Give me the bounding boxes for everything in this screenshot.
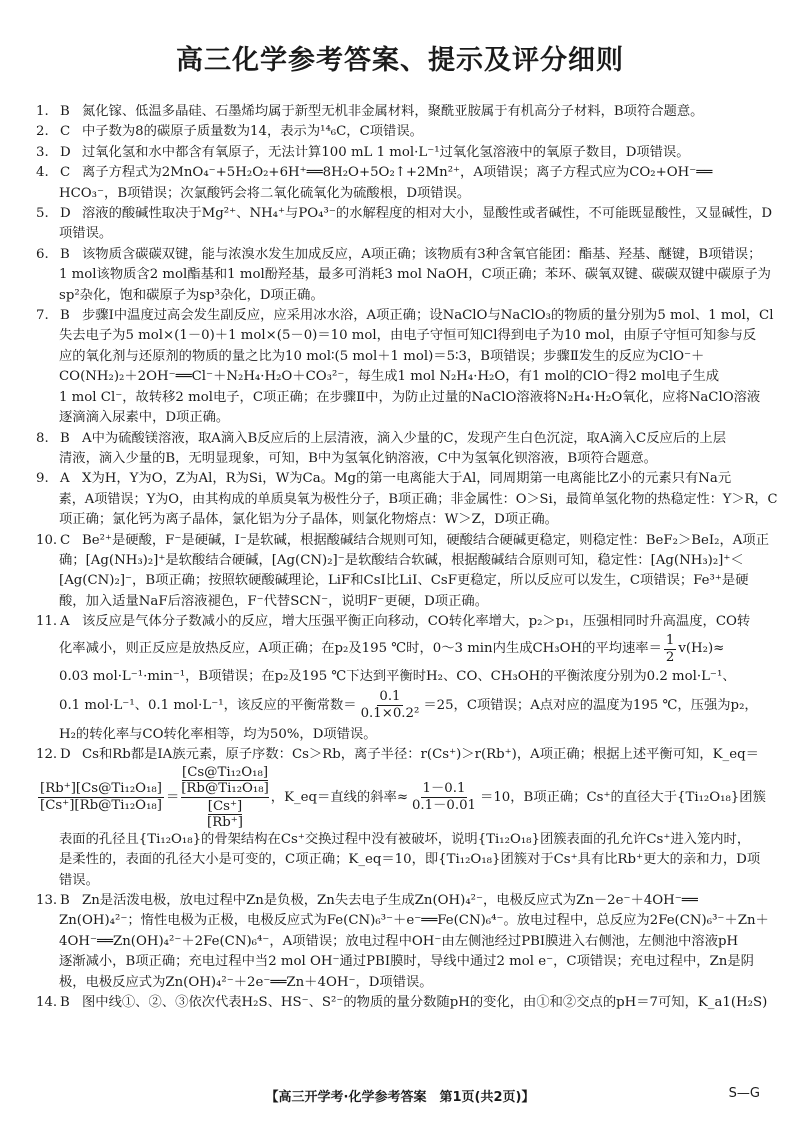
answer-item-12: [36, 745, 776, 891]
item-text: 项错误。: [59, 226, 113, 242]
item-answer: D: [60, 144, 71, 160]
item-text: 步骤Ⅰ中温度过高会发生副反应，应采用冰水浴，A项正确；设NaClO与NaClO₃的物质的量分别为5 mol、1 mol，Cl: [82, 308, 774, 324]
item-text: 氮化镓、低温多晶硅、石墨烯均属于新型无机非金属材料，聚酰亚胺属于有机高分子材料，B项符合题意。: [82, 104, 704, 119]
item-text: 逐滴滴入尿素中，D项正确。: [59, 410, 230, 426]
item-text: 该物质含碳碳双键，能与浓溴水发生加成反应，A项正确；该物质有3种含氧官能团：酯基、羟基、醚键，B项错误；: [82, 246, 762, 262]
fraction-numerator: [Cs⁺]: [207, 799, 243, 815]
equals-sign: ＝: [165, 789, 180, 805]
item-text: 图中线①、②、③依次代表H₂S、HS⁻、S²⁻的物质的量分数随pH的变化，由①和②交点的pH＝7可知，K_a1(H₂S): [82, 995, 768, 1011]
answer-item: [36, 143, 776, 163]
item-text: A中为硫酸镁溶液，取A滴入B反应后的上层清液，滴入少量的C，发现产生白色沉淀，取A滴入C反应后的上层: [82, 430, 726, 446]
fraction-denominator: 2: [665, 650, 675, 666]
item-text: 应的氧化剂与还原剂的物质的量之比为10 mol∶(5 mol＋1 mol)＝5∶3，B项错误；步骤Ⅱ发生的反应为ClO⁻＋: [59, 348, 705, 364]
item-text: 化率减小，则正反应是放热反应，A项正确；在p₂及195 ℃时，0～3 min内生成CH₃OH的平均速率＝: [59, 641, 662, 657]
fraction: [38, 781, 164, 814]
item-text: sp²杂化，饱和碳原子为sp³杂化，D项正确。: [59, 287, 324, 303]
item-text: Cs和Rb都是ⅠA族元素，原子序数：Cs＞Rb，离子半径：r(Cs⁺)＞r(Rb⁺)，A项正确；根据上述平衡可知，K_eq＝: [82, 747, 759, 763]
item-answer: D: [60, 206, 71, 222]
item-text: Zn(OH)₄²⁻；惰性电极为正极，电极反应式为Fe(CN)₆³⁻＋e⁻══Fe(CN)₆⁴⁻。放电过程中，总反应为2Fe(CN)₆³⁻＋Zn＋: [59, 913, 769, 929]
item-answer: D: [60, 747, 71, 763]
item-number: 9.: [36, 471, 49, 487]
item-text: 1 mol Cl⁻，故转移2 mol电子，C项正确；在步骤Ⅱ中，为防止过量的NaClO溶液将N₂H₄·H₂O氧化，应将NaClO溶液: [59, 389, 761, 405]
item-text: Be²⁺是硬酸，F⁻是硬碱，I⁻是软碱，根据酸碱结合规则可知，硬酸结合硬碱更稳定，则稳定性：BeF₂＞BeI₂，A项正: [82, 532, 769, 548]
item-text: 是柔性的，表面的孔径大小是可变的，C项正确；K_eq＝10，即{Ti₁₂O₁₈}团簇对于Cs⁺具有比Rb⁺更大的亲和力，D项: [59, 852, 761, 868]
answer-item: [36, 993, 776, 1013]
item-answer: B: [60, 246, 70, 262]
item-text: 极，电极反应式为Zn(OH)₄²⁻＋2e⁻══Zn＋4OH⁻，D项错误。: [59, 974, 433, 990]
fraction-numerator: 1: [665, 633, 675, 649]
answer-list-1: [36, 102, 776, 612]
answer-body: [36, 102, 776, 1013]
item-answer: B: [60, 995, 70, 1011]
item-text: 错误。: [59, 872, 99, 888]
answer-item: [36, 122, 776, 142]
answer-item: [36, 163, 776, 204]
item-number: 6.: [36, 246, 49, 262]
item-text: [Ag(CN)₂]⁻，B项正确；按照软硬酸碱理论，LiF和CsI比LiI、CsF更稳定，所以反应可以发生，C项错误；Fe³⁺是硬: [59, 573, 749, 589]
fraction: [664, 633, 676, 666]
fraction-denominator: 0.1－0.01: [411, 798, 477, 814]
fraction-denominator: [Cs⁺][Rb@Ti₁₂O₁₈]: [40, 798, 162, 814]
item-text: ＝25，C项错误；A点对应的温度为195 ℃，压强为p₂，: [423, 697, 758, 713]
item-text: 酸，加入适量NaF后溶液褪色，F⁻代替SCN⁻，说明F⁻更硬，D项正确。: [59, 593, 488, 609]
page-title: 高三化学参考答案、提示及评分细则: [176, 45, 624, 76]
fraction-numerator: [Cs@Ti₁₂O₁₈]: [182, 765, 269, 781]
footer-page-info: 【高三开学考·化学参考答案 第1页(共2页)】: [265, 1090, 535, 1105]
item-text: 0.03 mol·L⁻¹·min⁻¹，B项错误；在p₂及195 ℃下达到平衡时H₂、CO、CH₃OH的平衡浓度分别为0.2 mol·L⁻¹、: [59, 668, 736, 684]
item-number: 4.: [36, 165, 49, 181]
item-text: 该反应是气体分子数减小的反应，增大压强平衡正向移动，CO转化率增大，p₂＞p₁，压强相同时升高温度，CO转: [82, 614, 751, 630]
item-answer: C: [60, 532, 71, 548]
item-12-lines: [36, 830, 776, 891]
item-text: 表面的孔径且{Ti₁₂O₁₈}的骨架结构在Cs⁺交换过程中没有被破坏，说明{Ti₁₂O₁₈}团簇表面的孔允许Cs⁺进入笼内时，: [59, 831, 751, 847]
item-text: 失去电子为5 mol×(1－0)＋1 mol×(5－0)＝10 mol，由电子守恒可知Cl得到电子为10 mol，由原子守恒可知参与反: [59, 328, 757, 344]
item-text: 过氧化氢和水中都含有氧原子，无法计算100 mL 1 mol·L⁻¹过氧化氢溶液中的氧原子数目，D项错误。: [82, 144, 690, 160]
item-number: 13.: [36, 893, 58, 908]
item-text: 逐渐减小，B项正确；充电过程中当2 mol OH⁻通过PBI膜时，导线中通过2 mol e⁻，C项错误；充电过程中，Zn是阴: [59, 954, 754, 970]
item-text: 清液，滴入少量的B，无明显现象，可知，B中为氢氧化钠溶液，C中为氢氧化钡溶液，B项符合题意。: [59, 450, 657, 466]
item-text: CO(NH₂)₂＋2OH⁻══Cl⁻＋N₂H₄·H₂O＋CO₃²⁻，每生成1 mol N₂H₄·H₂O，有1 mol的ClO⁻得2 mol电子生成: [59, 369, 720, 385]
footer-code: S—G: [728, 1086, 760, 1101]
item-text: ，K_eq＝直线的斜率≈: [270, 789, 408, 805]
item-answer: B: [60, 893, 70, 908]
answer-item: [36, 531, 776, 613]
item-answer: A: [60, 471, 70, 487]
fraction-numerator: [Rb⁺][Cs@Ti₁₂O₁₈]: [40, 781, 162, 797]
answer-item: [36, 204, 776, 245]
item-text: 确；[Ag(NH₃)₂]⁺是软酸结合硬碱，[Ag(CN)₂]⁻是软酸结合软碱，根据酸碱结合原则可知，稳定性：[Ag(NH₃)₂]⁺＜: [59, 552, 744, 568]
fraction-denominator: [Rb⁺]: [207, 815, 243, 831]
fraction-numerator: 0.1: [379, 689, 401, 705]
item-text: 1 mol该物质含2 mol酯基和1 mol酚羟基，最多可消耗3 mol NaOH，C项正确；苯环、碳氧双键、碳碳双键中碳原子为: [59, 267, 771, 283]
answer-item: [36, 469, 776, 530]
answer-item: [36, 429, 776, 470]
item-number: 1.: [36, 104, 49, 119]
item-text: 0.1 mol·L⁻¹、0.1 mol·L⁻¹，该反应的平衡常数＝: [59, 697, 357, 713]
item-text: H₂的转化率与CO转化率相等，均为50%，D项错误。: [59, 726, 377, 742]
item-answer: A: [60, 614, 70, 630]
fraction-denominator: 0.1×0.2²: [360, 706, 420, 722]
item-text: ＝10，B项正确；Cs⁺的直径大于{Ti₁₂O₁₈}团簇: [480, 789, 766, 805]
item-number: 12.: [36, 747, 58, 763]
fraction-bar: [181, 797, 269, 798]
fraction-numerator: 1－0.1: [422, 781, 466, 797]
item-text: HCO₃⁻，B项错误；次氯酸钙会将二氧化硫氧化为硫酸根，D项错误。: [59, 185, 471, 201]
fraction-denominator: [Rb@Ti₁₂O₁₈]: [181, 781, 269, 797]
item-text: 素，A项错误；Y为O，由其构成的单质臭氧为极性分子，B项正确；非金属性：O＞Si，最简单氢化物的热稳定性：Y＞R，C: [58, 491, 778, 507]
item-number: 11.: [36, 614, 58, 630]
item-number: 7.: [36, 308, 49, 324]
item-text: Zn是活泼电极，放电过程中Zn是负极，Zn失去电子生成Zn(OH)₄²⁻，电极反应式为Zn－2e⁻＋4OH⁻══: [82, 893, 698, 908]
item-number: 14.: [36, 995, 58, 1011]
item-text: v(H₂)≈: [678, 641, 725, 657]
item-answer: C: [60, 124, 71, 140]
answer-list-2: [36, 891, 776, 1013]
answer-item: [36, 306, 776, 428]
answer-item-11: [36, 612, 776, 745]
item-answer: C: [60, 165, 71, 181]
item-number: 8.: [36, 430, 49, 446]
fraction: [410, 781, 478, 814]
answer-item: [36, 891, 776, 993]
answer-item: [36, 102, 776, 122]
item-answer: B: [60, 430, 70, 446]
answer-item: [36, 245, 776, 306]
item-number: 5.: [36, 206, 49, 222]
item-text: 离子方程式为2MnO₄⁻+5H₂O₂+6H⁺══8H₂O+5O₂↑+2Mn²⁺，A项错误；离子方程式应为CO₂+OH⁻══: [82, 165, 713, 181]
item-number: 2.: [36, 124, 49, 140]
nested-fraction: [181, 765, 269, 830]
item-text: X为H，Y为O，Z为Al，R为Si，W为Ca。Mg的第一电离能大于Al，同周期第一电离能比Z小的元素只有Na元: [82, 471, 732, 487]
item-answer: B: [60, 104, 70, 119]
item-number: 3.: [36, 144, 49, 160]
item-number: 10.: [36, 532, 58, 548]
item-text: 中子数为8的碳原子质量数为14，表示为¹⁴₆C，C项错误。: [82, 124, 423, 140]
fraction: [359, 689, 422, 722]
item-text: 溶液的酸碱性取决于Mg²⁺、NH₄⁺与PO₄³⁻的水解程度的相对大小，显酸性或者碱性，不可能既显酸性，又显碱性，D: [82, 206, 773, 222]
item-text: 项正确；氯化钙为离子晶体，氯化铝为分子晶体，则氯化物熔点：W＞Z，D项正确。: [59, 512, 558, 528]
item-answer: B: [60, 308, 70, 324]
item-text: 4OH⁻══Zn(OH)₄²⁻＋2Fe(CN)₆⁴⁻，A项错误；放电过程中OH⁻由左侧池经过PBI膜进入右侧池，左侧池中溶液pH: [59, 933, 739, 949]
